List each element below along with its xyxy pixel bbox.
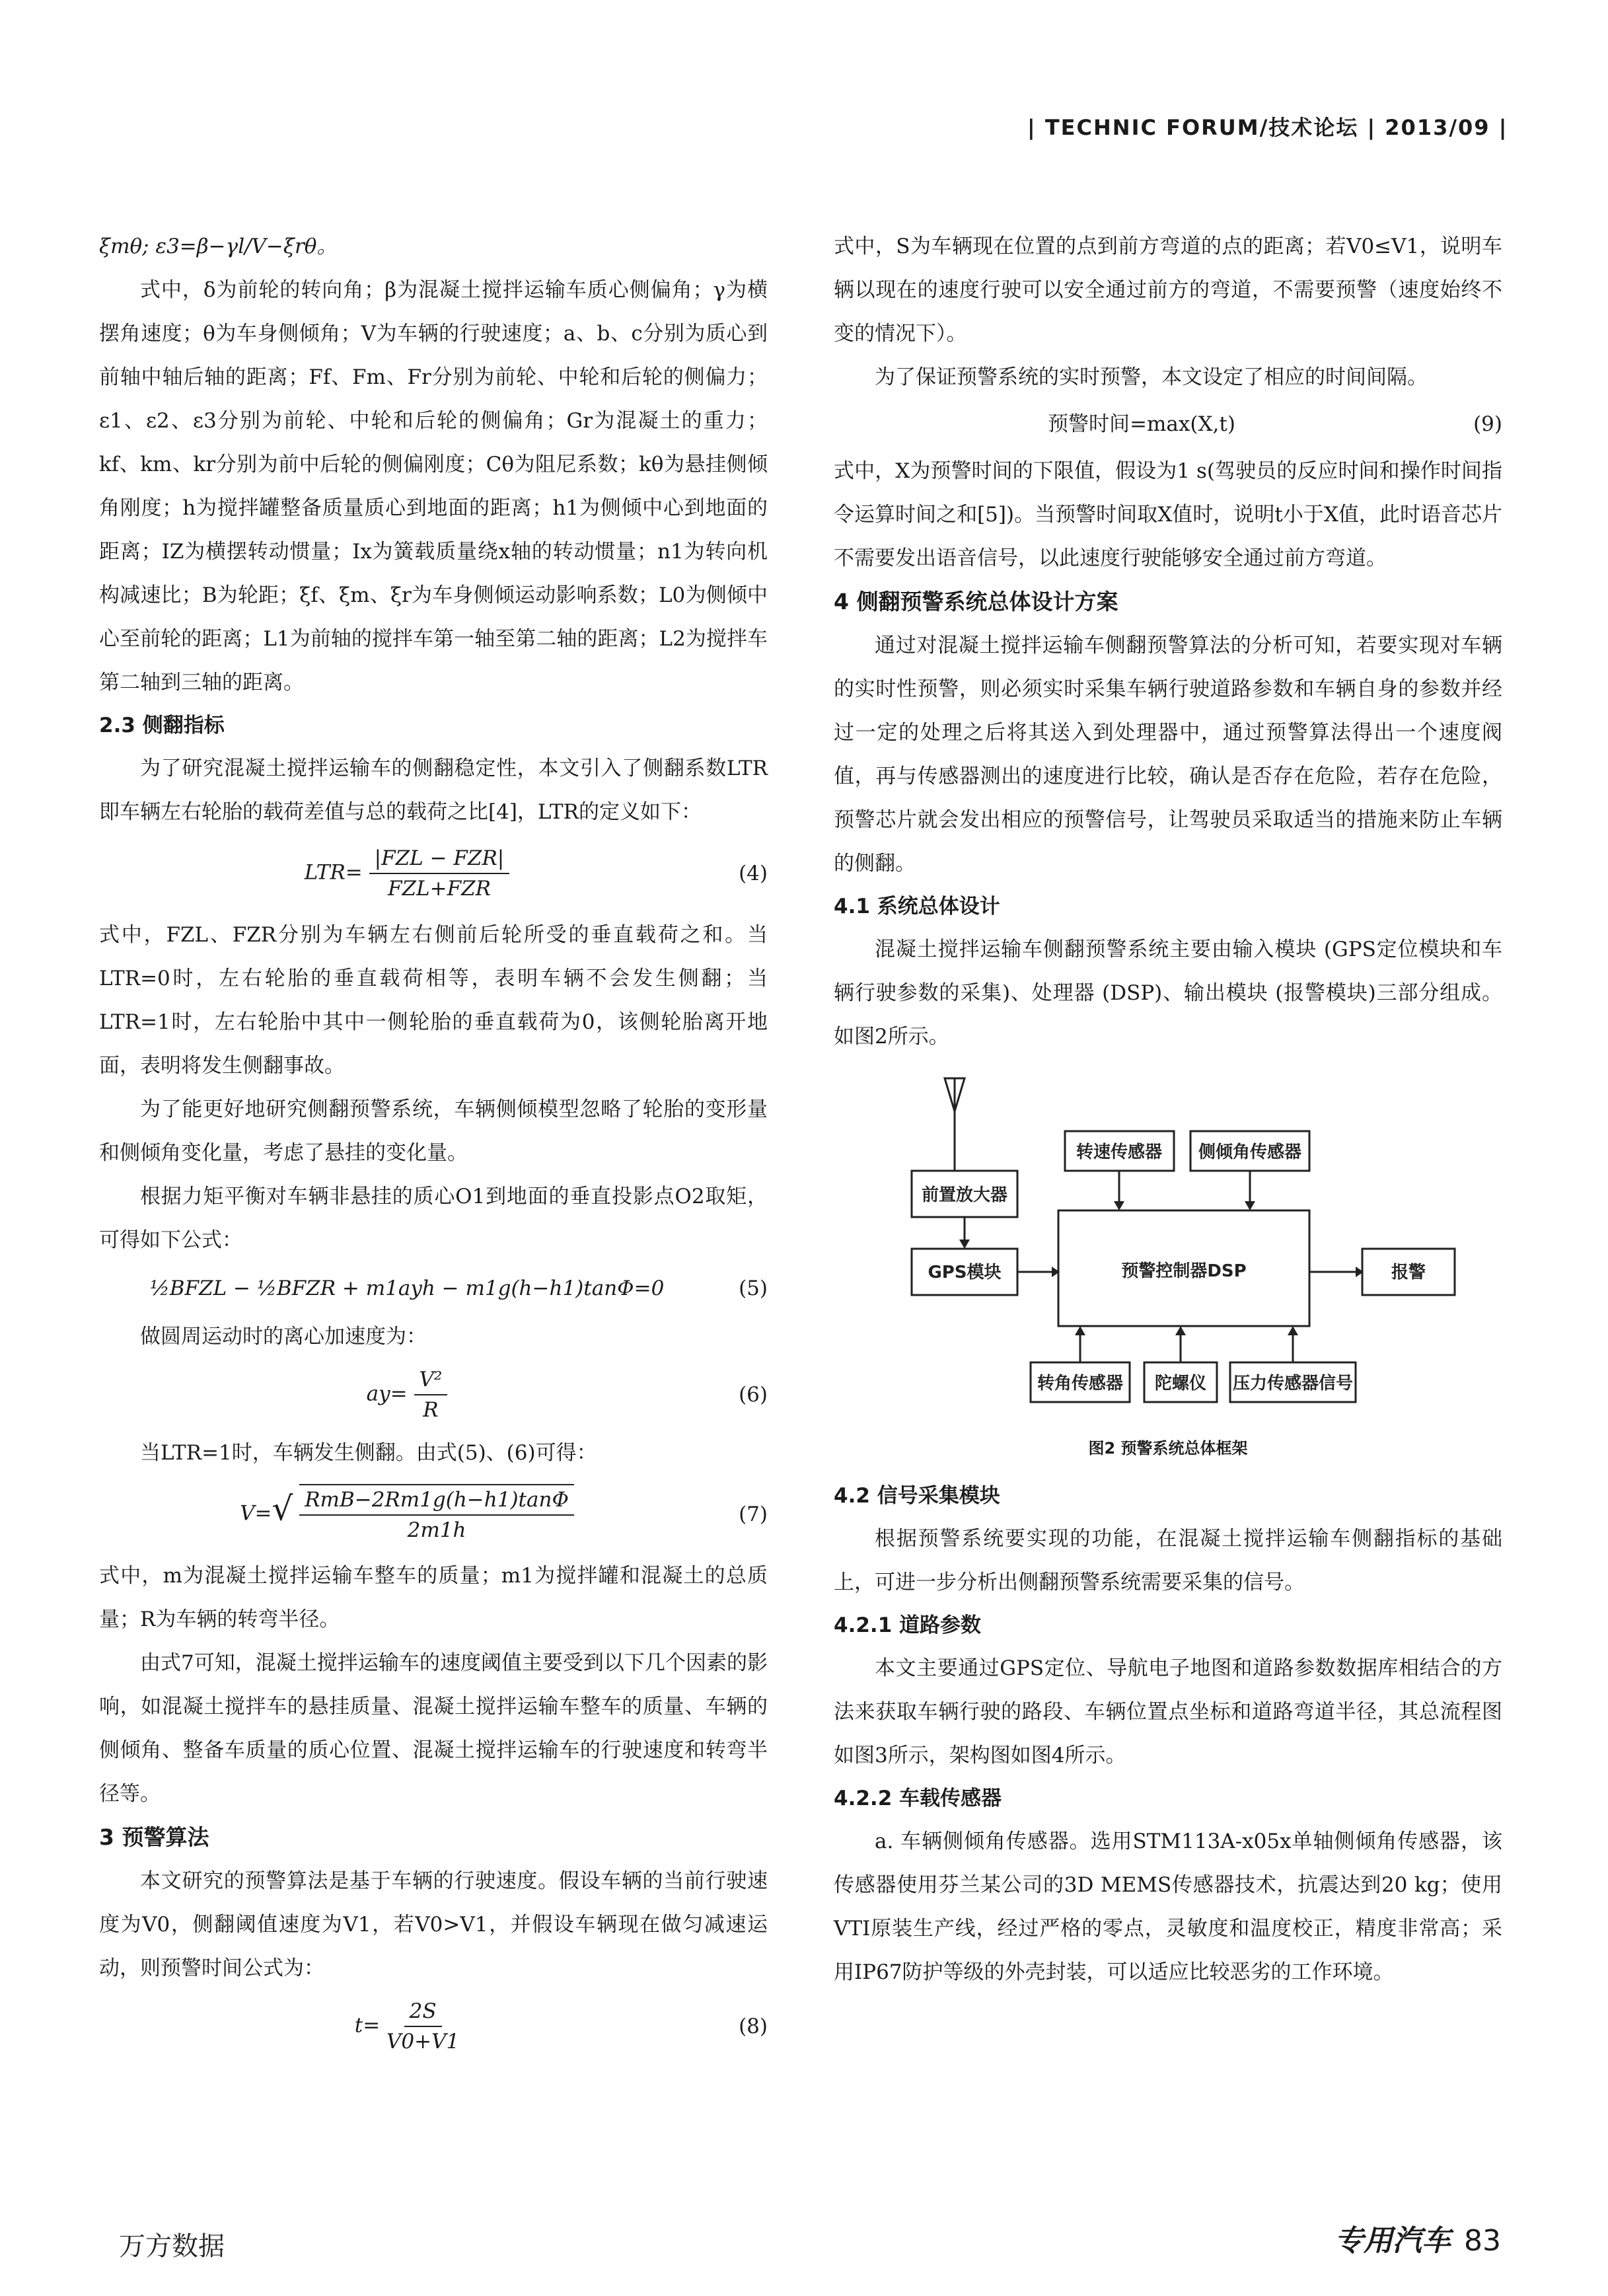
steer-sensor-label: 转角传感器 bbox=[1037, 1374, 1124, 1393]
paragraph: 本文主要通过GPS定位、导航电子地图和道路参数数据库相结合的方法来获取车辆行驶的路段、车辆位置点坐标和道路弯道半径，其总流程图如图3所示，架构图如图4所示。 bbox=[834, 1656, 1502, 1767]
equation-number: (6) bbox=[739, 1383, 768, 1407]
section-heading: 4.2 信号采集模块 bbox=[834, 1484, 1000, 1508]
block-diagram bbox=[834, 1065, 1502, 1435]
subsection-heading: 4.2.1 道路参数 bbox=[834, 1613, 982, 1637]
equation-8: t= $\frac{2S}{V0+V1}$ (8) bbox=[99, 1990, 768, 2063]
paragraph: 当LTR=1时，车辆发生侧翻。由式(5)、(6)可得： bbox=[140, 1441, 597, 1465]
section-heading: 4.1 系统总体设计 bbox=[834, 895, 1000, 918]
equation-9: 预警时间=max(X,t) (9) bbox=[834, 399, 1502, 449]
equation-4: LTR= $\frac{\text{|FZL − FZR|}}{\text{FZL+FZR}}$ (4) bbox=[99, 834, 768, 913]
formula-line: ξmθ; ε3=β−γl/V−ξrθ。 bbox=[99, 235, 338, 258]
pressure-sensor-label: 压力传感器信号 bbox=[1232, 1374, 1354, 1393]
paragraph: 由式7可知，混凝土搅拌运输车的速度阈值主要受到以下几个因素的影响，如混凝土搅拌车的悬挂质量、混凝土搅拌运输车整车的质量、车辆的侧倾角、整备车质量的质心位置、混凝土搅拌运输车的行驶速度和转弯半径等。 bbox=[99, 1651, 768, 1806]
equation-5: ½BFZL − ½BFZR + m1ayh − m1g(h−h1)tanΦ=0 (5) bbox=[99, 1262, 768, 1315]
running-header: | TECHNIC FORUM/技术论坛 | 2013/09 | bbox=[1027, 115, 1508, 140]
left-column bbox=[99, 225, 768, 2063]
equation-7: V=√ $\frac{\text{RmB−2Rm1g(h−h1)tanΦ}}{2m1h}$ (7) bbox=[99, 1475, 768, 1554]
page-number: 83 bbox=[1464, 2224, 1501, 2258]
paragraph: 做圆周运动时的离心加速度为： bbox=[140, 1325, 427, 1349]
paragraph: 通过对混凝土搅拌运输车侧翻预警算法的分析可知，若要实现对车辆的实时性预警，则必须实时采集车辆行驶道路参数和车辆自身的参数并经过一定的处理之后将其送入到处理器中，通过预警算法得出一个速度阀值，再与传感器测出的速度进行比较，确认是否存在危险，若存在危险，预警芯片就会发出相应的预警信号，让驾驶员采取适当的措施来防止车辆的侧翻。 bbox=[834, 634, 1502, 875]
paragraph: 混凝土搅拌运输车侧翻预警系统主要由输入模块 (GPS定位模块和车辆行驶参数的采集)、处理器 (DSP)、输出模块 (报警模块)三部分组成。如图2所示。 bbox=[834, 938, 1502, 1049]
subsection-heading: 4.2.2 车载传感器 bbox=[834, 1787, 1002, 1810]
gyro-label: 陀螺仪 bbox=[1154, 1374, 1207, 1393]
equation-number: (5) bbox=[739, 1277, 768, 1300]
paragraph: 根据预警系统要实现的功能，在混凝土搅拌运输车侧翻指标的基础上，可进一步分析出侧翻预警系统需要采集的信号。 bbox=[834, 1527, 1502, 1594]
section-heading: 3 预警算法 bbox=[99, 1824, 209, 1850]
controller-label: 预警控制器DSP bbox=[1121, 1261, 1247, 1281]
paragraph: 式中，S为车辆现在位置的点到前方弯道的点的距离；若V0≤V1，说明车辆以现在的速度行驶可以安全通过前方的弯道，不需要预警（速度始终不变的情况下）。 bbox=[834, 235, 1502, 346]
paragraph: 本文研究的预警算法是基于车辆的行驶速度。假设车辆的当前行驶速度为V0，侧翻阈值速度为V1，若V0>V1，并假设车辆现在做匀减速运动，则预警时间公式为： bbox=[99, 1869, 768, 1980]
paragraph: 为了能更好地研究侧翻预警系统，车辆侧倾模型忽略了轮胎的变形量和侧倾角变化量，考虑了悬挂的变化量。 bbox=[99, 1097, 768, 1165]
equation-6: ay= $\frac{\text{V²}}{R}$ (6) bbox=[99, 1358, 768, 1431]
equation-number: (9) bbox=[1473, 412, 1502, 436]
figure-caption: 图2 预警系统总体框架 bbox=[1088, 1439, 1248, 1458]
gps-label: GPS模块 bbox=[928, 1263, 1002, 1282]
equation-number: (7) bbox=[739, 1502, 768, 1526]
preamp-label: 前置放大器 bbox=[921, 1185, 1008, 1205]
paragraph: 根据力矩平衡对车辆非悬挂的质心O1到地面的垂直投影点O2取矩，可得如下公式： bbox=[99, 1185, 768, 1252]
section-heading: 2.3 侧翻指标 bbox=[99, 714, 225, 737]
paragraph: 为了研究混凝土搅拌运输车的侧翻稳定性，本文引入了侧翻系数LTR即车辆左右轮胎的载荷差值与总的载荷之比[4]，LTR的定义如下： bbox=[99, 757, 768, 824]
watermark-text: 万方数据 bbox=[119, 2231, 225, 2262]
paragraph: 式中，δ为前轮的转向角；β为混凝土搅拌运输车质心侧偏角；γ为横摆角速度；θ为车身侧倾角；V为车辆的行驶速度；a、b、c分别为质心到前轴中轴后轴的距离；Ff、Fm、Fr分别为前轮、中轮和后轮的侧偏力；ε1、ε2、ε3分别为前轮、中轮和后轮的侧偏角；Gr为混凝土的重力；kf、km、kr分别为前中后轮的侧偏刚度；Cθ为阻尼系数；kθ为悬挂侧倾角刚度；h为搅拌罐整备质量质心到地面的距离；h1为侧倾中心到地面的距离；IZ为横摆转动惯量；Ix为簧载质量绕x轴的转动惯量；n1为转向机构减速比；B为轮距；ξf、ξm、ξr为车身侧倾运动影响系数；L0为侧倾中心至前轮的距离；L1为前轴的搅拌车第一轴至第二轴的距离；L2为搅拌车第二轴到三轴的距离。 bbox=[99, 278, 768, 694]
figure-2-block-diagram bbox=[834, 1065, 1502, 1435]
paragraph: 式中，m为混凝土搅拌运输车整车的质量；m1为搅拌罐和混凝土的总质量；R为车辆的转弯半径。 bbox=[99, 1564, 768, 1631]
paragraph: a. 车辆侧倾角传感器。选用STM113A-x05x单轴侧倾角传感器，该传感器使用芬兰某公司的3D MEMS传感器技术，抗震达到20 kg；使用VTI原装生产线，经过严格的零点，灵敏度和温度校正，精度非常高；采用IP67防护等级的外壳封装，可以适应比较恶劣的工作环境。 bbox=[834, 1830, 1502, 1984]
right-column bbox=[834, 225, 1502, 1994]
paragraph: 为了保证预警系统的实时预警，本文设定了相应的时间间隔。 bbox=[875, 365, 1428, 389]
equation-number: (8) bbox=[739, 2015, 768, 2038]
footer-brand bbox=[1334, 2217, 1501, 2259]
alarm-label: 报警 bbox=[1391, 1263, 1426, 1282]
section-heading: 4 侧翻预警系统总体设计方案 bbox=[834, 589, 1118, 614]
paragraph: 式中，FZL、FZR分别为车辆左右侧前后轮所受的垂直载荷之和。当LTR=0时，左右轮胎的垂直载荷相等，表明车辆不会发生侧翻；当LTR=1时，左右轮胎中其中一侧轮胎的垂直载荷为0，该侧轮胎离开地面，表明将发生侧翻事故。 bbox=[99, 923, 768, 1078]
equation-number: (4) bbox=[739, 862, 768, 885]
magazine-logo: 专用汽车 bbox=[1334, 2224, 1451, 2258]
speed-sensor-label: 转速传感器 bbox=[1076, 1142, 1163, 1162]
tilt-sensor-label: 侧倾角传感器 bbox=[1198, 1142, 1302, 1162]
paragraph: 式中，X为预警时间的下限值，假设为1 s(驾驶员的反应时间和操作时间指令运算时间之和[5])。当预警时间取X值时，说明t小于X值，此时语音芯片不需要发出语音信号，以此速度行驶能够安全通过前方弯道。 bbox=[834, 459, 1502, 570]
